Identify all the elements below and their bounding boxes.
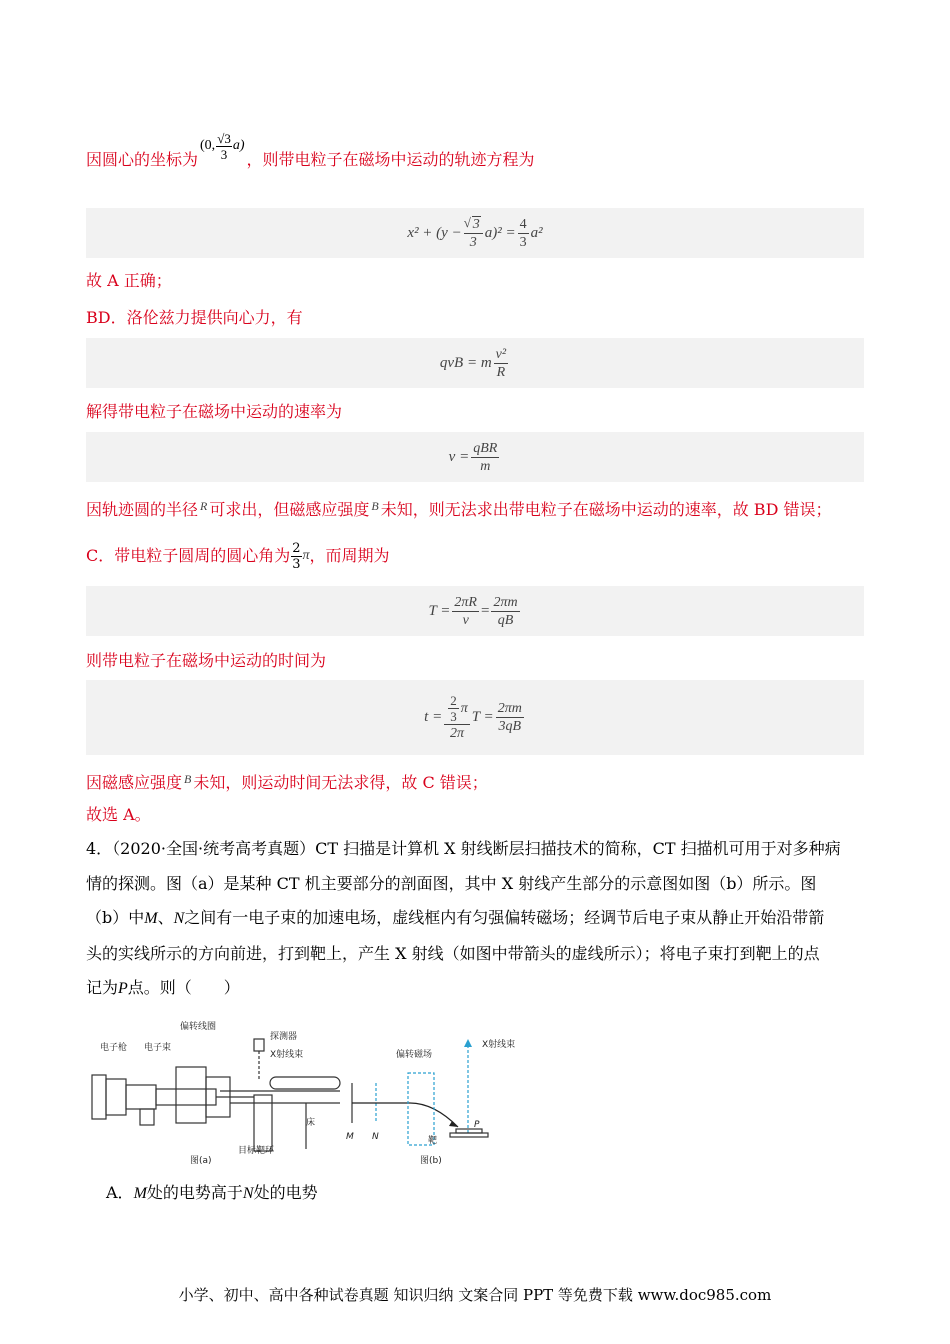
formula-time: t = $\frac{2}{3}$ π 2π T = $\frac{2\pi m}{3qB}$ [86,680,864,755]
bd-analysis-intro: BD．洛伦兹力提供向心力，有 [86,308,303,327]
gun-block-1 [92,1075,106,1119]
detector [254,1039,264,1051]
electron-trajectory [352,1103,458,1127]
gun-block-2 [106,1079,126,1115]
page-footer: 小学、初中、高中各种试卷真题 知识归纳 文案合同 PPT 等免费下载 www.doc985.com [178,1286,772,1304]
label-electron-gun: 电子枪 [100,1043,128,1053]
formula-speed: v = $\frac{\text{qBR}}{m}$ [86,432,864,482]
gun-base [140,1109,154,1125]
electron-arrow [449,1121,458,1127]
beam-tube [156,1089,216,1105]
label-detector: 探测器 [270,1032,298,1042]
label-bed: 床 [306,1118,316,1128]
time-derivation-intro: 则带电粒子在磁场中运动的时间为 [86,651,327,670]
label-p: P [474,1120,480,1130]
speed-derivation-intro: 解得带电粒子在磁场中运动的速率为 [86,402,343,421]
question-4-stem: 4．（2020·全国·统考高考真题）CT 扫描是计算机 X 射线断层扫描技术的简称，CT 扫描机可用于对多种病 情的探测。图（a）是某种 CT 机主要部分的剖面图，其中 X 射线产生部分的示意图如图（b）所示。图 （b）中M、N之间有一电子束的加速电场，虚线框内有匀强偏转磁场；经调节后电子束从静止开始沿带箭 头的实线所示的方向前进，打到靶上，产生 X 射线（如图中带箭头的虚线所示）；将电子束打到靶上的点 记为P点。则（ ） [86,839,841,997]
label-deflection-coil: 偏转线圈 [180,1022,217,1032]
label-target: 靶 [428,1136,438,1146]
xray-arrow [464,1039,472,1047]
final-answer: 故选 A。 [86,805,151,824]
caption-figure-a: 图(a) [190,1156,212,1165]
patient [270,1077,340,1089]
formula-period: T = $\frac{2\pi R}{v}$ = $\frac{2\pi m}{qB}$ [86,586,864,636]
label-xray-beam-a: X射线束 [270,1050,304,1060]
c-conclusion: 因磁感应强度 $^B$ 未知，则运动时间无法求得，故 C 错误； [86,772,488,792]
coordinate-intro: 因圆心的坐标为 [86,150,199,169]
option-a: A．M处的电势高于N处的电势 [106,1183,318,1202]
label-xray-beam-b: X射线束 [482,1040,516,1050]
caption-figure-b: 图(b) [420,1156,442,1165]
coordinate-sentence [86,130,535,190]
deflection-field-box [408,1073,434,1145]
coordinate-tail: ，则带电粒子在磁场中运动的轨迹方程为 [246,150,535,169]
target-base [450,1133,488,1137]
label-m: M [346,1132,354,1142]
formula-lorentz-force: qvB = m $\frac{\text{v²}}{R}$ [86,338,864,388]
label-deflection-field: 偏转磁场 [396,1050,433,1060]
label-electron-beam: 电子束 [144,1043,172,1053]
conclusion-a-correct: 故 A 正确； [86,271,172,290]
gun-block-3 [126,1085,156,1109]
ct-scanner-figures [90,1017,550,1165]
label-target-ring: 目标靶环 [238,1146,275,1156]
coordinate-value: (0, √3 3 a) [200,130,245,162]
bd-conclusion: 因轨迹圆的半径 $^R$ 可求出，但磁感应强度 $^B$ 未知，则无法求出带电粒子在磁场中运动的速率，故 BD 错误； [86,499,832,519]
coil-housing [176,1067,206,1123]
formula-trajectory-equation: x² + (y − √ 3 3 a)² = $\frac{4}{3}$ a² [86,208,864,258]
c-analysis-intro: C．带电粒子圆周的圆心角为 2 3 π ，而周期为 [86,540,390,572]
label-n: N [372,1132,379,1142]
